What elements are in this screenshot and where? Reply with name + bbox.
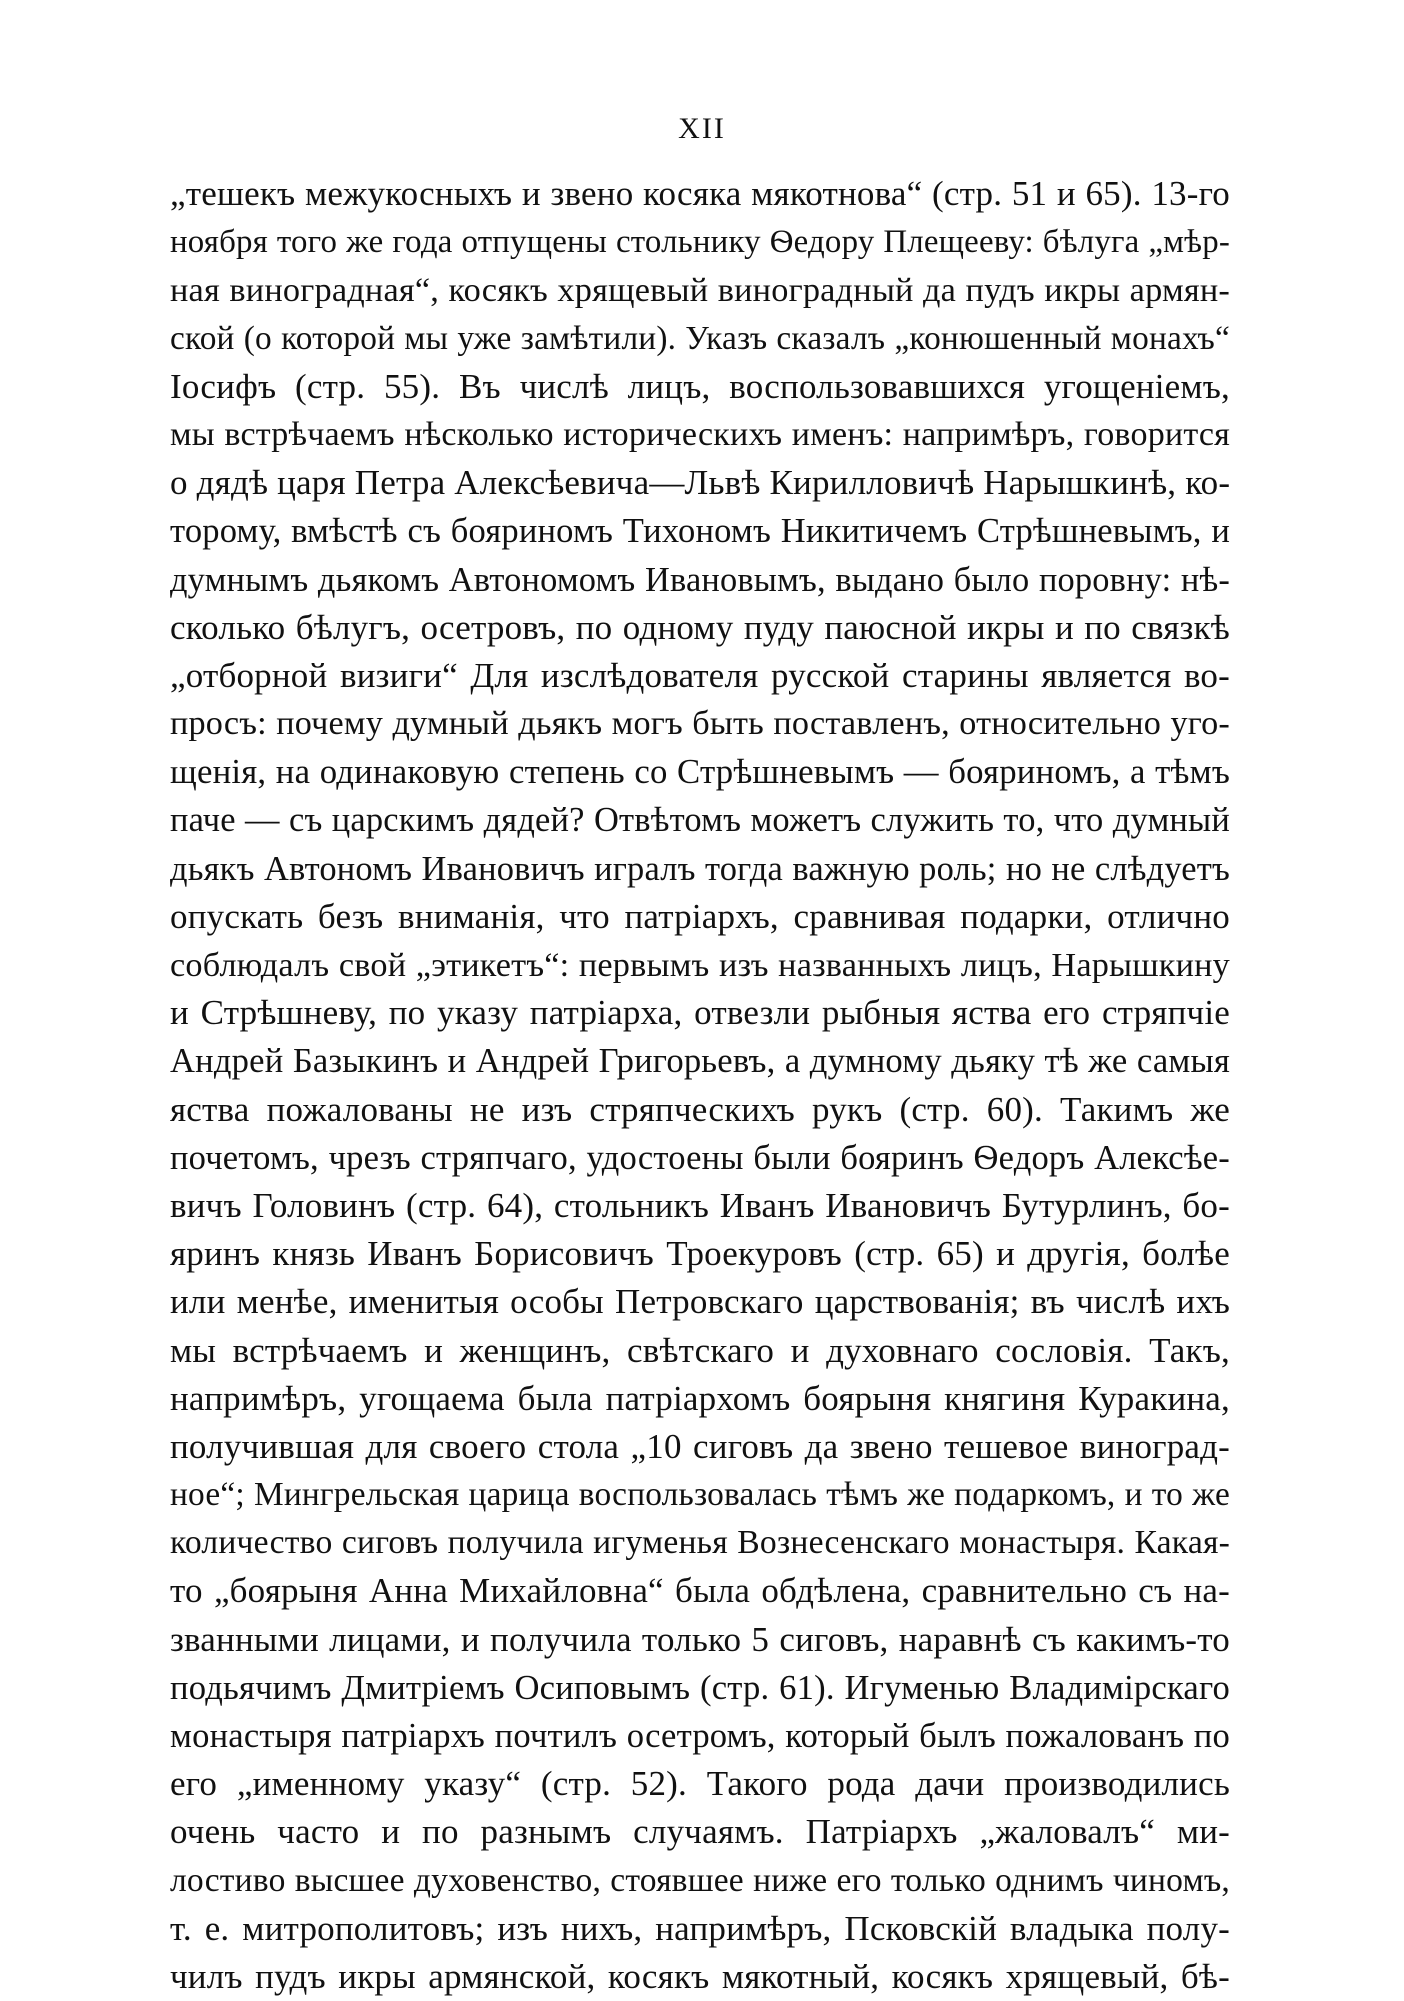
text-line: „тешекъ межукосныхъ и звено косяка мякотнова“ (стр. 51 и 65). 13-го [170,174,1230,213]
text-line: напримѣръ, угощаема была патріархомъ боярыня княгиня Куракина, [170,1378,1230,1418]
text-line: сколько бѣлугъ, осетровъ, по одному пуду паюсной икры и по связкѣ [170,607,1230,647]
text-line: вичъ Головинъ (стр. 64), стольникъ Иванъ Ивановичъ Бутурлинъ, бо- [170,1185,1230,1225]
text-line: ноября того же года отпущены стольнику Ѳедору Плещееву: бѣлуга „мѣр- [170,224,1230,261]
text-line: почетомъ, чрезъ стряпчаго, удостоены были бояринъ Ѳедоръ Алексѣе- [170,1138,1230,1177]
text-line: мы встрѣчаемъ нѣсколько историческихъ именъ: напримѣръ, говорится [170,415,1230,453]
text-line: яства пожалованы не изъ стряпческихъ рукъ (стр. 60). Такимъ же [170,1089,1230,1129]
text-line: торому, вмѣстѣ съ бояриномъ Тихономъ Никитичемъ Стрѣшневымъ, и [170,512,1230,551]
text-line: о дядѣ царя Петра Алексѣевича—Львѣ Кирилловичѣ Нарышкинѣ, ко- [170,463,1231,503]
text-line: или менѣе, именитыя особы Петровскаго царствованія; въ числѣ ихъ [170,1282,1230,1322]
text-line: „отборной визиги“ Для изслѣдователя русской старины является во- [170,655,1230,695]
text-line: ная виноградная“, косякъ хрящевый виноградный да пудъ икры армян- [170,271,1230,310]
text-line: опускать безъ вниманія, что патріархъ, сравнивая подарки, отлично [170,896,1230,936]
text-line: паче — съ царскимъ дядей? Отвѣтомъ можетъ служить то, что думный [170,801,1230,840]
text-line: Іосифъ (стр. 55). Въ числѣ лицъ, воспользовавшихся угощеніемъ, [170,366,1230,406]
text-line: мы встрѣчаемъ и женщинъ, свѣтскаго и духовнаго сословія. Такъ, [170,1330,1230,1370]
text-line: то „боярыня Анна Михайловна“ была обдѣлена, сравнительно съ на- [170,1571,1230,1611]
text-line: получившая для своего стола „10 сиговъ да звено тешевое виноград- [170,1426,1230,1466]
text-line: соблюдалъ свой „этикетъ“: первымъ изъ названныхъ лицъ, Нарышкину [170,946,1230,984]
text-line: подьячимъ Дмитріемъ Осиповымъ (стр. 61). Игуменью Владимірскаго [170,1668,1230,1707]
text-line: его „именному указу“ (стр. 52). Такого рода дачи производились [170,1764,1230,1804]
text-line: монастыря патріархъ почтилъ осетромъ, который былъ пожалованъ по [170,1717,1230,1755]
text-line: ное“; Мингрельская царица воспользовалась тѣмъ же подаркомъ, и то же [170,1476,1230,1514]
text-line: дьякъ Автономъ Ивановичъ игралъ тогда важную роль; но не слѣдуетъ [170,849,1230,888]
text-line: щенія, на одинаковую степень со Стрѣшневымъ — бояриномъ, а тѣмъ [170,752,1230,792]
text-line: и Стрѣшневу, по указу патріарха, отвезли рыбныя яства его стряпчіе [170,993,1230,1033]
text-line: т. е. митрополитовъ; изъ нихъ, напримѣръ, Псковскій владыка полу- [170,1908,1230,1948]
text-line: званными лицами, и получила только 5 сиговъ, наравнѣ съ какимъ-то [170,1619,1230,1659]
text-line: ской (о которой мы уже замѣтили). Указъ сказалъ „конюшенный монахъ“ [170,319,1230,357]
text-line: просъ: почему думный дьякъ могъ быть поставленъ, относительно уго- [170,705,1230,743]
text-line: Андрей Базыкинъ и Андрей Григорьевъ, а думному дьяку тѣ же самыя [170,1042,1230,1081]
text-line: яринъ князь Иванъ Борисовичъ Троекуровъ (стр. 65) и другія, болѣе [170,1234,1230,1274]
text-line: чилъ пудъ икры армянской, косякъ мякотный, косякъ хрящевый, бѣ- [170,1956,1230,1996]
text-line: лостиво высшее духовенство, стоявшее ниже его только однимъ чиномъ, [170,1861,1230,1899]
text-line: очень часто и по разнымъ случаямъ. Патріархъ „жаловалъ“ ми- [170,1812,1230,1852]
page-number: XII [678,112,726,145]
body-text [170,170,1230,2001]
text-line: думнымъ дьякомъ Автономомъ Ивановымъ, выдано было поровну: нѣ- [170,560,1230,599]
text-line: количество сиговъ получила игуменья Вознесенскаго монастыря. Какая- [170,1524,1230,1562]
